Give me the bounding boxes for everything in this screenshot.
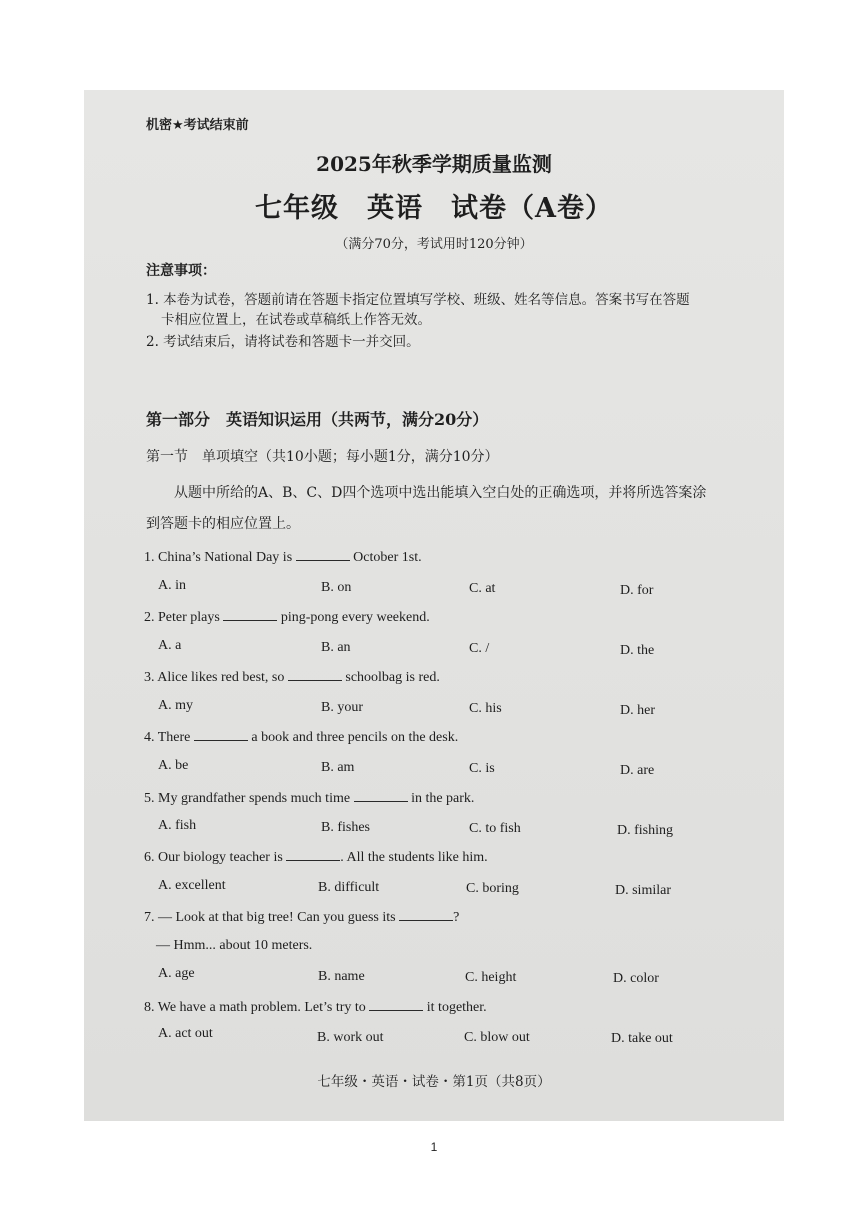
option-d: D. take out — [611, 1031, 673, 1046]
exam-subtitle: 七年级 英语 试卷（A卷） — [255, 193, 613, 224]
option-b: B. fishes — [321, 820, 370, 835]
confidential-label: 机密★考试结束前 — [146, 118, 249, 133]
question-stem-end: schoolbag is red. — [345, 670, 440, 685]
part1-title: 第一部分 英语知识运用（共两节，满分20分） — [146, 410, 489, 429]
answer-blank — [354, 789, 408, 802]
question-4 — [144, 728, 458, 746]
instruction-line-1: 从题中所给的A、B、C、D四个选项中选出能填入空白处的正确选项，并将所选答案涂 — [174, 485, 707, 501]
option-a: A. age — [158, 966, 195, 981]
option-b: B. difficult — [318, 880, 380, 895]
option-a: A. a — [158, 638, 182, 653]
notice-line-3: 2. 考试结束后，请将试卷和答题卡一并交回。 — [146, 334, 420, 350]
answer-blank — [288, 668, 342, 681]
option-c: C. to fish — [469, 821, 521, 836]
option-d: D. similar — [615, 883, 671, 898]
option-a: A. excellent — [158, 878, 226, 893]
option-d: D. the — [620, 643, 655, 658]
option-c: C. blow out — [464, 1030, 530, 1045]
notice-title: 注意事项： — [146, 263, 216, 279]
scanned-exam-page — [84, 90, 784, 1121]
question-stem-end: October 1st. — [353, 550, 422, 565]
option-d: D. are — [620, 763, 655, 778]
option-c: C. is — [469, 761, 495, 776]
question-stem: 7. — Look at that big tree! Can you guess its — [144, 910, 396, 925]
question-stem: 2. Peter plays — [144, 610, 220, 625]
option-b: B. your — [321, 700, 363, 715]
question-stem: 1. China’s National Day is — [144, 550, 293, 565]
question-stem-end: in the park. — [411, 791, 475, 806]
option-a: A. my — [158, 698, 193, 713]
question-3 — [144, 668, 440, 686]
option-c: C. / — [469, 641, 490, 656]
section1-title: 第一节 单项填空（共10小题；每小题1分，满分10分） — [146, 449, 499, 465]
answer-blank — [223, 608, 277, 621]
option-d: D. color — [613, 971, 659, 986]
exam-title: 2025年秋季学期质量监测 — [316, 152, 552, 176]
option-a: A. in — [158, 578, 186, 593]
question-7 — [144, 908, 459, 926]
question-8 — [144, 998, 487, 1016]
option-c: C. his — [469, 701, 502, 716]
option-c: C. at — [469, 581, 496, 596]
question-6 — [144, 848, 488, 866]
answer-blank — [194, 728, 248, 741]
answer-blank — [399, 908, 453, 921]
option-c: C. boring — [466, 881, 519, 896]
answer-blank — [286, 848, 340, 861]
question-stem-end: a book and three pencils on the desk. — [251, 730, 459, 745]
option-a: A. act out — [158, 1026, 213, 1041]
option-d: D. her — [620, 703, 655, 718]
question-1 — [144, 548, 422, 566]
question-stem: 5. My grandfather spends much time — [144, 791, 351, 806]
page-footer: 七年级・英语・试卷・第1页（共8页） — [317, 1074, 551, 1090]
notice-line-1: 1. 本卷为试卷，答题前请在答题卡指定位置填写学校、班级、姓名等信息。答案书写在答题 — [146, 292, 690, 308]
option-b: B. on — [321, 580, 352, 595]
question-stem: 6. Our biology teacher is — [144, 850, 283, 865]
notice-line-2: 卡相应位置上，在试卷或草稿纸上作答无效。 — [161, 312, 431, 328]
question-5 — [144, 789, 474, 807]
option-c: C. height — [465, 970, 517, 985]
answer-blank — [369, 998, 423, 1011]
option-d: D. fishing — [617, 823, 673, 838]
option-a: A. fish — [158, 818, 197, 833]
question-stem-end: ? — [453, 910, 460, 925]
question-7-reply: — Hmm... about 10 meters. — [156, 938, 313, 953]
question-stem-end: it together. — [426, 1000, 487, 1015]
option-b: B. work out — [317, 1030, 384, 1045]
option-d: D. for — [620, 583, 654, 598]
option-b: B. an — [321, 640, 351, 655]
question-2 — [144, 608, 430, 626]
question-stem-end: ping-pong every weekend. — [280, 610, 430, 625]
question-stem: 4. There — [144, 730, 191, 745]
question-stem: 3. Alice likes red best, so — [144, 670, 285, 685]
answer-blank — [296, 548, 350, 561]
score-info: （满分70分，考试用时120分钟） — [335, 237, 533, 252]
question-stem: 8. We have a math problem. Let’s try to — [144, 1000, 366, 1015]
question-stem-end: . All the students like him. — [340, 850, 488, 865]
option-b: B. name — [318, 969, 365, 984]
page-number: 1 — [430, 1140, 438, 1154]
option-b: B. am — [321, 760, 355, 775]
instruction-line-2: 到答题卡的相应位置上。 — [146, 516, 300, 532]
option-a: A. be — [158, 758, 189, 773]
